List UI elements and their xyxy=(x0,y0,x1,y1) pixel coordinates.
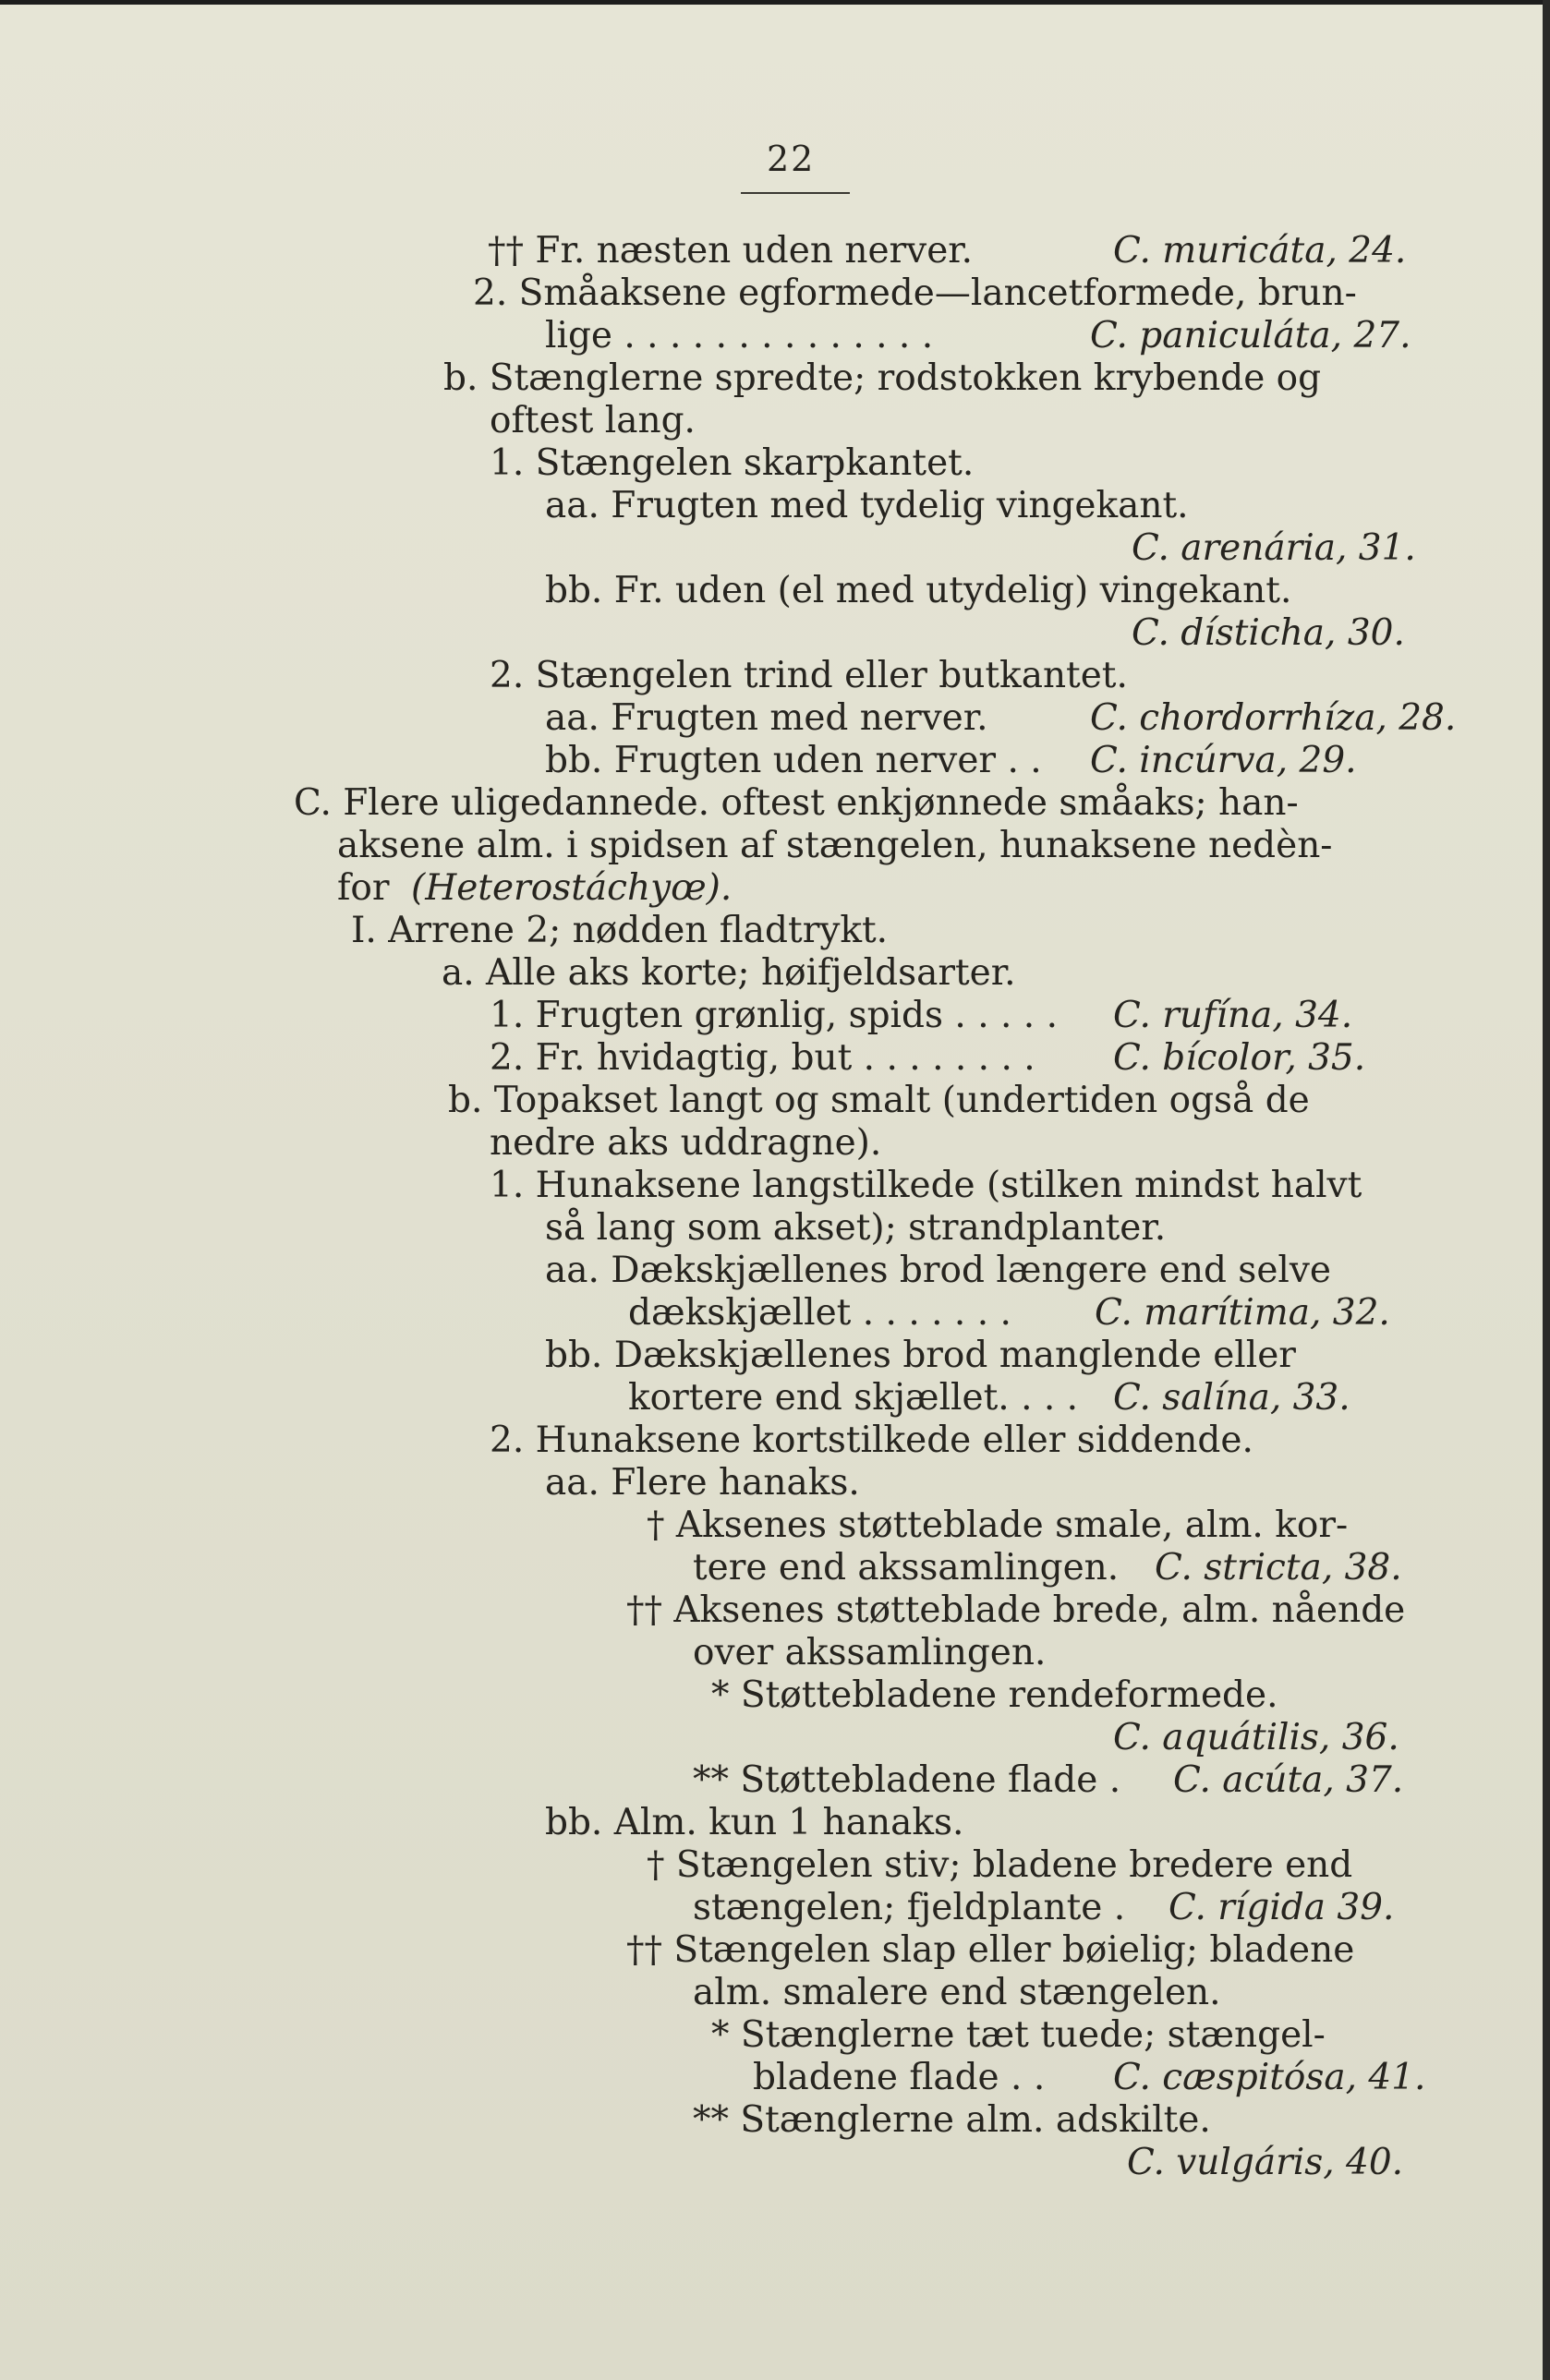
key-line: 2. Fr. hvidagtig, but . . . . . . . . xyxy=(490,1037,1035,1079)
key-line: †† Fr. næsten uden nerver. xyxy=(488,230,974,272)
species-name: C. marítima, 32. xyxy=(1095,1292,1390,1334)
key-line: † Stængelen stiv; bladene bredere end xyxy=(647,1844,1353,1886)
key-line: aa. Frugten med tydelig vingekant. xyxy=(545,485,1189,526)
key-line: oftest lang. xyxy=(490,400,696,441)
key-line: 2. Småaksene egformede—lancetformede, brun- xyxy=(473,272,1357,314)
species-name: C. bícolor, 35. xyxy=(1113,1037,1366,1079)
species-name: C. stricta, 38. xyxy=(1155,1547,1402,1589)
key-line: I. Arrene 2; nødden fladtrykt. xyxy=(351,910,889,951)
species-name: C. salína, 33. xyxy=(1113,1377,1350,1419)
key-line: † Aksenes støtteblade smale, alm. kor- xyxy=(647,1504,1349,1546)
species-name: C. rígida 39. xyxy=(1169,1887,1395,1928)
key-line: C. Flere uligedannede. oftest enkjønnede småaks; han- xyxy=(294,782,1299,824)
scan-border-right xyxy=(1543,0,1550,2380)
key-line: bb. Alm. kun 1 hanaks. xyxy=(545,1802,964,1843)
key-line: alm. smalere end stængelen. xyxy=(693,1972,1221,2013)
key-line: bb. Fr. uden (el med utydelig) vingekant. xyxy=(545,570,1292,611)
key-line: †† Aksenes støtteblade brede, alm. nående xyxy=(626,1589,1406,1631)
key-line: b. Topakset langt og smalt (undertiden også de xyxy=(448,1080,1310,1121)
key-line: bb. Frugten uden nerver . . xyxy=(545,740,1042,781)
key-line: * Støttebladene rendeformede. xyxy=(711,1674,1278,1716)
key-line: 1. Stængelen skarpkantet. xyxy=(490,442,975,484)
key-line: 1. Frugten grønlig, spids . . . . . xyxy=(490,995,1058,1036)
species-name: C. dísticha, 30. xyxy=(1132,612,1405,654)
key-line: aa. Dækskjællenes brod længere end selve xyxy=(545,1250,1331,1291)
key-line: lige . . . . . . . . . . . . . . xyxy=(545,315,934,356)
key-line: bladene flade . . xyxy=(753,2057,1046,2098)
key-line: over akssamlingen. xyxy=(693,1632,1047,1673)
key-line: b. Stænglerne spredte; rodstokken krybende og xyxy=(443,357,1322,399)
key-line: a. Alle aks korte; høifjeldsarter. xyxy=(442,952,1016,994)
page-number: 22 xyxy=(767,139,816,179)
species-name: C. paniculáta, 27. xyxy=(1090,315,1411,356)
species-name: C. arenária, 31. xyxy=(1132,527,1416,569)
page-number-rule xyxy=(741,192,850,194)
species-name: (Heterostáchyœ). xyxy=(411,867,733,909)
key-line: bb. Dækskjællenes brod manglende eller xyxy=(545,1335,1296,1376)
key-line: så lang som akset); strandplanter. xyxy=(545,1207,1167,1249)
key-line: ** Støttebladene flade . xyxy=(693,1759,1121,1801)
species-name: C. muricáta, 24. xyxy=(1113,230,1407,272)
key-line: aksene alm. i spidsen af stængelen, hunaksene nedèn- xyxy=(337,825,1333,866)
key-line: 2. Stængelen trind eller butkantet. xyxy=(490,655,1128,696)
key-line: †† Stængelen slap eller bøielig; bladene xyxy=(626,1929,1355,1971)
species-name: C. incúrva, 29. xyxy=(1090,740,1357,781)
key-line: aa. Frugten med nerver. xyxy=(545,697,988,739)
species-name: C. aquátilis, 36. xyxy=(1113,1717,1399,1758)
key-line: for xyxy=(337,867,390,909)
species-name: C. acúta, 37. xyxy=(1173,1759,1404,1801)
key-line: dækskjællet . . . . . . . xyxy=(628,1292,1011,1334)
key-line: ** Stænglerne alm. adskilte. xyxy=(693,2099,1211,2141)
key-line: nedre aks uddragne). xyxy=(490,1122,882,1164)
key-line: stængelen; fjeldplante . xyxy=(693,1887,1126,1928)
key-line: 1. Hunaksene langstilkede (stilken mindst halvt xyxy=(490,1165,1362,1206)
key-line: 2. Hunaksene kortstilkede eller siddende. xyxy=(490,1420,1253,1461)
scan-border-top xyxy=(0,0,1550,5)
species-name: C. cæspitósa, 41. xyxy=(1113,2057,1426,2098)
species-name: C. rufína, 34. xyxy=(1113,995,1353,1036)
species-name: C. chordorrhíza, 28. xyxy=(1090,697,1457,739)
key-line: tere end akssamlingen. xyxy=(693,1547,1120,1589)
key-line: aa. Flere hanaks. xyxy=(545,1462,860,1504)
key-line: kortere end skjællet. . . . xyxy=(628,1377,1079,1419)
key-line: * Stænglerne tæt tuede; stængel- xyxy=(711,2014,1326,2056)
species-name: C. vulgáris, 40. xyxy=(1127,2142,1404,2183)
